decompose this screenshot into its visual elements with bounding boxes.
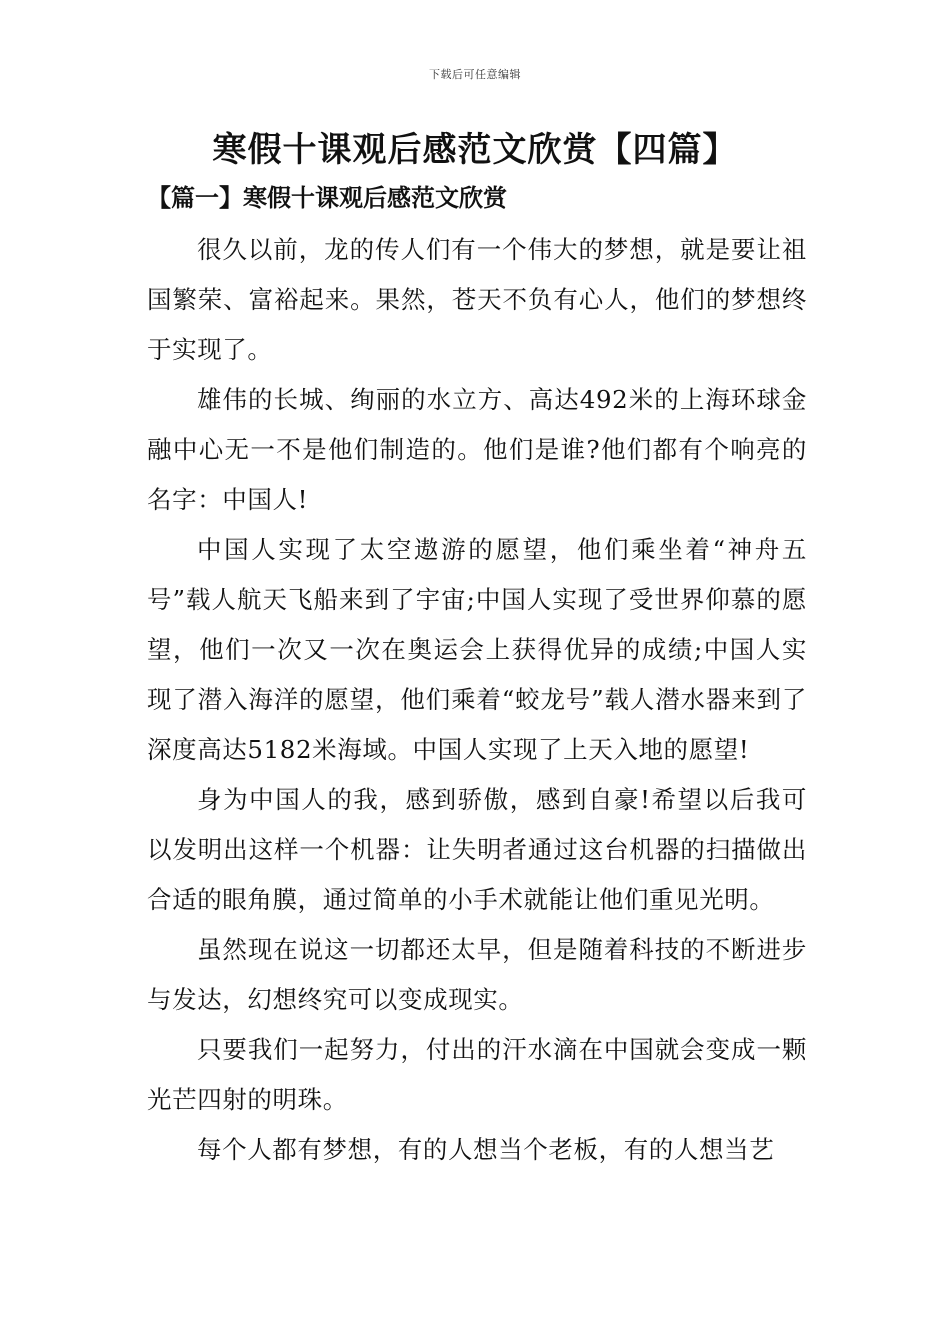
paragraph: 很久以前，龙的传人们有一个伟大的梦想，就是要让祖国繁荣、富裕起来。果然，苍天不负有心人，他们的梦想终于实现了。 — [147, 235, 807, 364]
paragraph: 身为中国人的我，感到骄傲，感到自豪!希望以后我可以发明出这样一个机器：让失明者通过这台机器的扫描做出合适的眼角膜，通过简单的小手术就能让他们重见光明。 — [147, 785, 807, 914]
paragraph: 雄伟的长城、绚丽的水立方、高达492米的上海环球金融中心无一不是他们制造的。他们是谁?他们都有个响亮的名字：中国人! — [147, 385, 807, 514]
paragraph: 每个人都有梦想，有的人想当个老板，有的人想当艺 — [197, 1135, 775, 1164]
document-title: 寒假十课观后感范文欣赏【四篇】 — [212, 130, 738, 170]
article-body — [147, 225, 807, 1175]
paragraph: 虽然现在说这一切都还太早，但是随着科技的不断进步与发达，幻想终究可以变成现实。 — [147, 935, 807, 1014]
section-heading: 【篇一】寒假十课观后感范文欣赏 — [147, 183, 507, 212]
header-note: 下载后可任意编辑 — [429, 68, 521, 81]
paragraph: 中国人实现了太空遨游的愿望，他们乘坐着“神舟五号”载人航天飞船来到了宇宙;中国人实现了受世界仰慕的愿望，他们一次又一次在奥运会上获得优异的成绩;中国人实现了潜入海洋的愿望，他们乘着“蛟龙号”载人潜水器来到了深度高达5182米海域。中国人实现了上天入地的愿望! — [147, 535, 807, 764]
paragraph: 只要我们一起努力，付出的汗水滴在中国就会变成一颗光芒四射的明珠。 — [147, 1035, 807, 1114]
